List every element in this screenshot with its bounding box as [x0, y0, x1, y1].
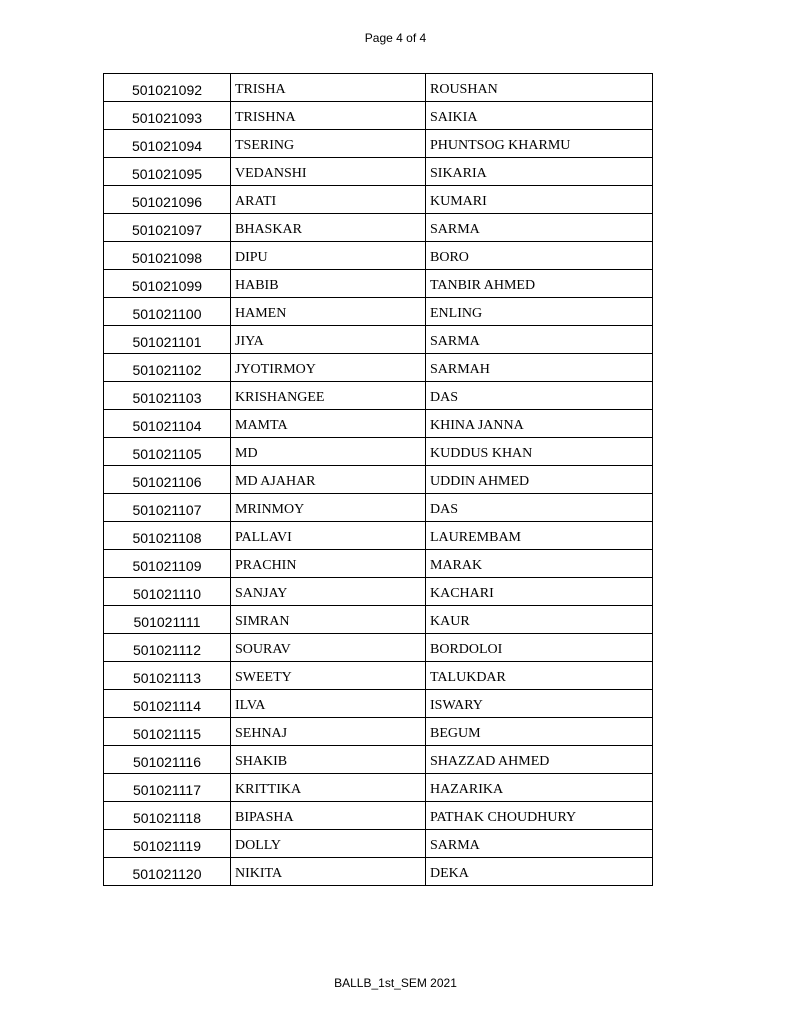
roll-number-cell: 501021120 — [104, 858, 231, 886]
roll-number-cell: 501021116 — [104, 746, 231, 774]
last-name-cell: LAUREMBAM — [426, 522, 653, 550]
document-footer: BALLB_1st_SEM 2021 — [334, 976, 457, 990]
table-row — [104, 410, 653, 438]
first-name-cell: SANJAY — [231, 578, 426, 606]
first-name-cell: TRISHA — [231, 74, 426, 102]
table-row — [104, 298, 653, 326]
first-name-cell: SEHNAJ — [231, 718, 426, 746]
table-row — [104, 494, 653, 522]
roll-number-cell: 501021119 — [104, 830, 231, 858]
table-row — [104, 382, 653, 410]
table-row — [104, 746, 653, 774]
last-name-cell: PATHAK CHOUDHURY — [426, 802, 653, 830]
roll-number-cell: 501021102 — [104, 354, 231, 382]
first-name-cell: SWEETY — [231, 662, 426, 690]
roll-number-cell: 501021098 — [104, 242, 231, 270]
last-name-cell: DAS — [426, 382, 653, 410]
first-name-cell: MD AJAHAR — [231, 466, 426, 494]
first-name-cell: KRISHANGEE — [231, 382, 426, 410]
last-name-cell: ISWARY — [426, 690, 653, 718]
last-name-cell: TALUKDAR — [426, 662, 653, 690]
last-name-cell: BORDOLOI — [426, 634, 653, 662]
first-name-cell: ARATI — [231, 186, 426, 214]
table-row — [104, 438, 653, 466]
first-name-cell: BIPASHA — [231, 802, 426, 830]
last-name-cell: BEGUM — [426, 718, 653, 746]
first-name-cell: BHASKAR — [231, 214, 426, 242]
table-row — [104, 466, 653, 494]
table-row — [104, 522, 653, 550]
last-name-cell: DEKA — [426, 858, 653, 886]
last-name-cell: SARMA — [426, 214, 653, 242]
last-name-cell: HAZARIKA — [426, 774, 653, 802]
roll-number-cell: 501021094 — [104, 130, 231, 158]
first-name-cell: SOURAV — [231, 634, 426, 662]
first-name-cell: PALLAVI — [231, 522, 426, 550]
first-name-cell: VEDANSHI — [231, 158, 426, 186]
roll-number-cell: 501021112 — [104, 634, 231, 662]
last-name-cell: ROUSHAN — [426, 74, 653, 102]
table-row — [104, 662, 653, 690]
table-row — [104, 214, 653, 242]
roll-number-cell: 501021110 — [104, 578, 231, 606]
roll-number-cell: 501021115 — [104, 718, 231, 746]
roll-number-cell: 501021097 — [104, 214, 231, 242]
last-name-cell: BORO — [426, 242, 653, 270]
first-name-cell: DOLLY — [231, 830, 426, 858]
table-row — [104, 74, 653, 102]
roll-number-cell: 501021101 — [104, 326, 231, 354]
last-name-cell: SARMA — [426, 326, 653, 354]
last-name-cell: SIKARIA — [426, 158, 653, 186]
last-name-cell: DAS — [426, 494, 653, 522]
table-row — [104, 158, 653, 186]
last-name-cell: MARAK — [426, 550, 653, 578]
first-name-cell: TRISHNA — [231, 102, 426, 130]
first-name-cell: MRINMOY — [231, 494, 426, 522]
first-name-cell: HAMEN — [231, 298, 426, 326]
table-row — [104, 102, 653, 130]
table-row — [104, 270, 653, 298]
first-name-cell: PRACHIN — [231, 550, 426, 578]
table-row — [104, 774, 653, 802]
table-row — [104, 186, 653, 214]
first-name-cell: DIPU — [231, 242, 426, 270]
last-name-cell: PHUNTSOG KHARMU — [426, 130, 653, 158]
table-row — [104, 802, 653, 830]
last-name-cell: SHAZZAD AHMED — [426, 746, 653, 774]
first-name-cell: TSERING — [231, 130, 426, 158]
last-name-cell: TANBIR AHMED — [426, 270, 653, 298]
student-roll-table-body — [104, 74, 653, 886]
roll-number-cell: 501021114 — [104, 690, 231, 718]
roll-number-cell: 501021109 — [104, 550, 231, 578]
table-row — [104, 606, 653, 634]
roll-number-cell: 501021103 — [104, 382, 231, 410]
first-name-cell: HABIB — [231, 270, 426, 298]
first-name-cell: SIMRAN — [231, 606, 426, 634]
first-name-cell: SHAKIB — [231, 746, 426, 774]
page-number-header: Page 4 of 4 — [364, 31, 427, 45]
last-name-cell: KACHARI — [426, 578, 653, 606]
table-row — [104, 242, 653, 270]
last-name-cell: KUDDUS KHAN — [426, 438, 653, 466]
first-name-cell: JIYA — [231, 326, 426, 354]
table-row — [104, 690, 653, 718]
last-name-cell: KHINA JANNA — [426, 410, 653, 438]
last-name-cell: SAIKIA — [426, 102, 653, 130]
table-row — [104, 326, 653, 354]
table-row — [104, 718, 653, 746]
student-roll-table — [103, 73, 653, 886]
first-name-cell: KRITTIKA — [231, 774, 426, 802]
last-name-cell: KAUR — [426, 606, 653, 634]
table-row — [104, 354, 653, 382]
roll-number-cell: 501021106 — [104, 466, 231, 494]
first-name-cell: MD — [231, 438, 426, 466]
roll-number-cell: 501021095 — [104, 158, 231, 186]
roll-number-cell: 501021096 — [104, 186, 231, 214]
table-row — [104, 634, 653, 662]
table-row — [104, 550, 653, 578]
last-name-cell: UDDIN AHMED — [426, 466, 653, 494]
roll-number-cell: 501021108 — [104, 522, 231, 550]
roll-number-cell: 501021118 — [104, 802, 231, 830]
roll-number-cell: 501021113 — [104, 662, 231, 690]
last-name-cell: SARMAH — [426, 354, 653, 382]
roll-number-cell: 501021100 — [104, 298, 231, 326]
table-row — [104, 858, 653, 886]
roll-number-cell: 501021107 — [104, 494, 231, 522]
last-name-cell: ENLING — [426, 298, 653, 326]
table-row — [104, 578, 653, 606]
last-name-cell: KUMARI — [426, 186, 653, 214]
roll-number-cell: 501021111 — [104, 606, 231, 634]
first-name-cell: MAMTA — [231, 410, 426, 438]
roll-number-cell: 501021093 — [104, 102, 231, 130]
roll-number-cell: 501021099 — [104, 270, 231, 298]
roll-number-cell: 501021117 — [104, 774, 231, 802]
table-row — [104, 130, 653, 158]
roll-number-cell: 501021104 — [104, 410, 231, 438]
roll-number-cell: 501021092 — [104, 74, 231, 102]
last-name-cell: SARMA — [426, 830, 653, 858]
first-name-cell: JYOTIRMOY — [231, 354, 426, 382]
first-name-cell: NIKITA — [231, 858, 426, 886]
first-name-cell: ILVA — [231, 690, 426, 718]
roll-number-cell: 501021105 — [104, 438, 231, 466]
table-row — [104, 830, 653, 858]
